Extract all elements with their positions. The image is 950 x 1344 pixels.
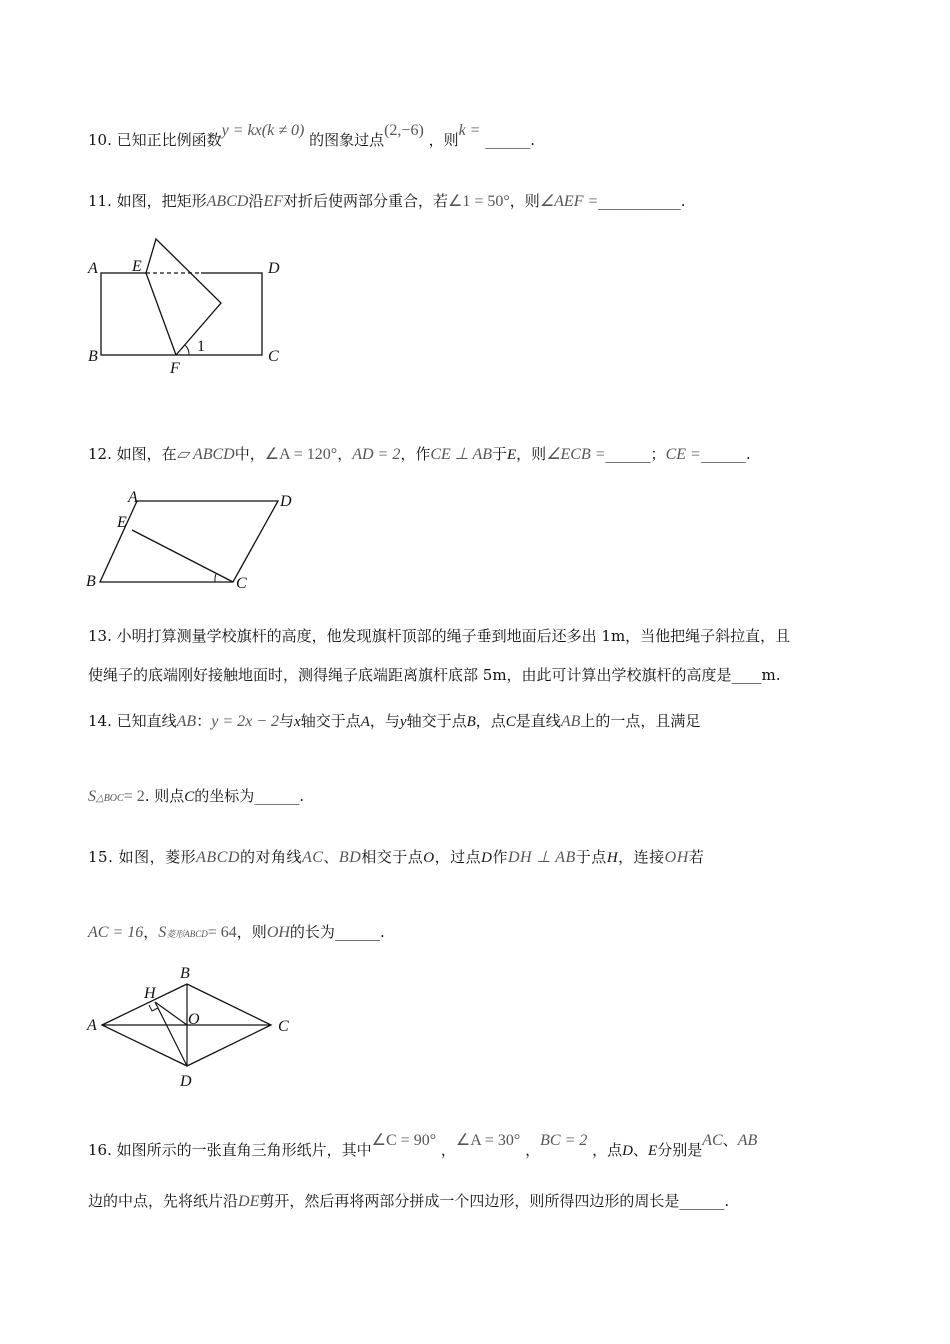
angle-ecb-arc — [215, 574, 216, 582]
q15-d: D — [481, 850, 493, 866]
q14-text: 轴交于点 — [300, 712, 361, 730]
q12-text: ， — [337, 445, 353, 463]
q11-text: 对折后使两部分重合，若 — [283, 192, 449, 210]
label-c: C — [268, 348, 279, 365]
q15-text: ，过点 — [434, 848, 482, 866]
question-16-line-2 — [88, 1189, 729, 1214]
q14-y: y — [399, 714, 407, 730]
q16-answer-blank[interactable]: ______ — [679, 1192, 725, 1210]
q14-area-s: S — [88, 788, 96, 805]
q16-period: . — [724, 1192, 730, 1210]
q15-text: 相交于点 — [361, 848, 424, 866]
segment-oh — [155, 1002, 187, 1025]
q12-number: 12. — [88, 445, 112, 463]
q14-point-a: A — [360, 714, 370, 730]
q14-point-b: B — [466, 714, 476, 730]
q15-text: 作 — [492, 848, 508, 866]
q15-text: 若 — [688, 848, 705, 866]
q13-line-2 — [88, 663, 781, 687]
q16-text: 剪开，然后再将两部分拼成一个四边形，则所得四边形的周长是 — [259, 1192, 680, 1210]
q14-ab: AB — [176, 713, 197, 730]
q15-oh-2: OH — [266, 924, 290, 941]
q14-text: 是直线 — [515, 712, 561, 730]
q15-area-sub: 菱形ABCD — [166, 929, 208, 939]
q14-answer-blank[interactable]: ______ — [254, 787, 300, 805]
q14-ab-2: AB — [560, 713, 581, 730]
q11-text: 沿 — [248, 192, 264, 210]
q12-text: ，则 — [516, 445, 547, 463]
q14-point-c-2: C — [184, 789, 195, 805]
q15-ac-value: AC = 16 — [88, 924, 144, 941]
q12-figure — [80, 488, 310, 593]
q15-ac: AC — [301, 849, 324, 866]
q14-equation: y = 2x − 2 — [211, 713, 280, 730]
q13-answer-blank[interactable]: ____ — [731, 666, 762, 684]
q14-x: x — [294, 714, 301, 730]
q15-o: O — [423, 850, 435, 866]
q12-angle-a: ∠A = 120° — [264, 446, 338, 463]
q10-number: 10. — [88, 131, 112, 149]
q15-text: 如图，菱形 — [118, 848, 197, 866]
q15-text: 于点 — [575, 848, 607, 866]
question-14-line-2 — [88, 784, 304, 811]
rectangle-abcd — [101, 273, 262, 355]
q13-text: 使绳子的底端刚好接触地面时，测得绳子底端距离旗杆底部 5m，由此可计算出学校旗杆的高度是 — [88, 666, 732, 684]
q16-number: 16. — [88, 1141, 112, 1159]
q16-angle-a: ∠A = 30° — [455, 1132, 521, 1149]
q15-text: ，连接 — [618, 848, 665, 866]
q14-text: . 则点 — [144, 787, 185, 805]
q11-angle-aef: ∠AEF = — [539, 193, 599, 210]
label-b: B — [86, 573, 96, 590]
q12-period: . — [745, 445, 751, 463]
q16-text: ， — [525, 1141, 541, 1159]
q16-text: ，点 — [592, 1141, 623, 1159]
q10-text: 的图象过点 — [309, 131, 385, 149]
q14-point-c: C — [505, 714, 516, 730]
q15-rhombus: ABCD — [196, 849, 240, 866]
question-16-line-1 — [88, 1131, 758, 1163]
q13-line-1: 13. 小明打算测量学校旗杆的高度，他发现旗杆顶部的绳子垂到地面后还多出 1m，当他把绳子斜拉直，且 — [88, 627, 791, 645]
label-e: E — [132, 258, 142, 275]
label-c: C — [278, 1018, 289, 1035]
q16-text: 分别是 — [657, 1141, 703, 1159]
q10-k: k = — [458, 122, 481, 139]
label-e: E — [117, 514, 127, 531]
label-o: O — [188, 1011, 200, 1028]
label-h: H — [144, 985, 156, 1002]
q11-fold-line: EF — [263, 193, 283, 210]
label-d: D — [280, 493, 292, 510]
q16-text: ， — [440, 1141, 456, 1159]
q13-unit: m. — [761, 666, 781, 684]
q11-text: ，则 — [509, 192, 540, 210]
label-a: A — [87, 1017, 97, 1034]
q12-text: 如图，在 — [116, 445, 177, 463]
q11-angle1: ∠1 = 50° — [448, 193, 510, 210]
q14-area-sub: △BOC — [96, 793, 124, 804]
q12-text: 于 — [491, 445, 507, 463]
q14-number: 14. — [88, 712, 112, 730]
q16-text: 、 — [722, 1131, 738, 1149]
q12-ce: CE = — [665, 446, 701, 463]
q16-de: DE — [238, 1193, 260, 1210]
q10-text: 已知正比例函数 — [116, 131, 222, 149]
q15-area-s: S — [158, 924, 167, 941]
q15-perp: DH ⊥ AB — [507, 849, 576, 866]
q15-h: H — [606, 850, 619, 866]
q16-text: 、 — [633, 1141, 649, 1159]
q14-text: 已知直线 — [116, 712, 177, 730]
q15-figure — [80, 962, 310, 1092]
q16-angle-c: ∠C = 90° — [371, 1132, 437, 1149]
q16-bc: BC = 2 — [540, 1132, 588, 1149]
q14-text: 与 — [279, 712, 295, 730]
q11-rect: ABCD — [206, 193, 249, 210]
q14-area-eq: = 2 — [123, 788, 145, 805]
q11-figure — [80, 235, 300, 380]
q15-area-eq: = 64 — [207, 924, 237, 941]
q12-text: 中， — [234, 445, 265, 463]
segment-ce — [132, 530, 233, 582]
segment-dh — [155, 1002, 187, 1066]
q16-text: 如图所示的一张直角三角形纸片，其中 — [116, 1141, 372, 1159]
q10-text: ，则 — [428, 131, 459, 149]
label-f: F — [170, 360, 180, 377]
q15-oh: OH — [664, 849, 689, 866]
q11-number: 11. — [88, 192, 112, 210]
question-15-line-1 — [88, 845, 704, 870]
question-12 — [88, 442, 751, 467]
label-b: B — [180, 965, 190, 982]
q14-text: 的坐标为 — [194, 787, 255, 805]
q14-text: ，与 — [369, 712, 400, 730]
q12-semicolon: ； — [650, 445, 666, 463]
q11-period: . — [680, 192, 686, 210]
q15-text: 的长为 — [289, 923, 335, 941]
q10-answer-blank[interactable]: ______ — [485, 131, 531, 149]
q12-angle-ecb: ∠ECB = — [546, 446, 606, 463]
q12-parallelogram: ▱ ABCD — [176, 446, 235, 463]
q12-ad: AD = 2 — [352, 446, 401, 463]
q16-text: 边的中点，先将纸片沿 — [88, 1192, 239, 1210]
q14-period: . — [299, 787, 305, 805]
q11-text: 如图，把矩形 — [116, 192, 207, 210]
question-14-line-1 — [88, 709, 700, 734]
q15-text: 、 — [323, 848, 339, 866]
q15-answer-blank[interactable]: ______ — [334, 923, 380, 941]
q10-formula: y = kx(k ≠ 0) — [221, 122, 305, 139]
q14-text: ，点 — [475, 712, 506, 730]
q14-text: 轴交于点 — [406, 712, 467, 730]
q12-text: ，作 — [400, 445, 431, 463]
label-1: 1 — [197, 338, 205, 355]
q15-text: 的对角线 — [239, 848, 302, 866]
folded-flap — [146, 239, 221, 355]
q16-ac: AC — [702, 1132, 723, 1149]
label-a: A — [128, 489, 138, 506]
q15-text: ， — [143, 923, 159, 941]
q15-bd: BD — [338, 849, 362, 866]
label-a: A — [88, 260, 98, 277]
q16-ab: AB — [737, 1132, 758, 1149]
question-15-line-2 — [88, 920, 385, 946]
q10-point: (2,−6) — [384, 122, 424, 139]
question-11 — [88, 189, 686, 214]
q12-perp: CE ⊥ AB — [430, 446, 492, 463]
q12-e: E — [507, 447, 517, 463]
label-b: B — [88, 348, 98, 365]
q10-period: . — [530, 131, 536, 149]
q16-d: D — [622, 1143, 634, 1159]
q15-number: 15. — [88, 848, 114, 866]
q12-answer-blank-2[interactable]: ______ — [700, 445, 746, 463]
q11-answer-blank[interactable]: ___________ — [598, 192, 681, 210]
q16-e: E — [648, 1143, 658, 1159]
label-d: D — [268, 260, 280, 277]
angle-1-arc — [185, 345, 189, 355]
label-d: D — [180, 1073, 192, 1090]
q15-text: ，则 — [236, 923, 267, 941]
q14-colon: ： — [196, 712, 212, 730]
q15-period: . — [379, 923, 385, 941]
q12-answer-blank-1[interactable]: ______ — [605, 445, 651, 463]
label-c: C — [236, 575, 247, 592]
question-10 — [88, 122, 536, 153]
q14-text: 上的一点，且满足 — [580, 712, 701, 730]
